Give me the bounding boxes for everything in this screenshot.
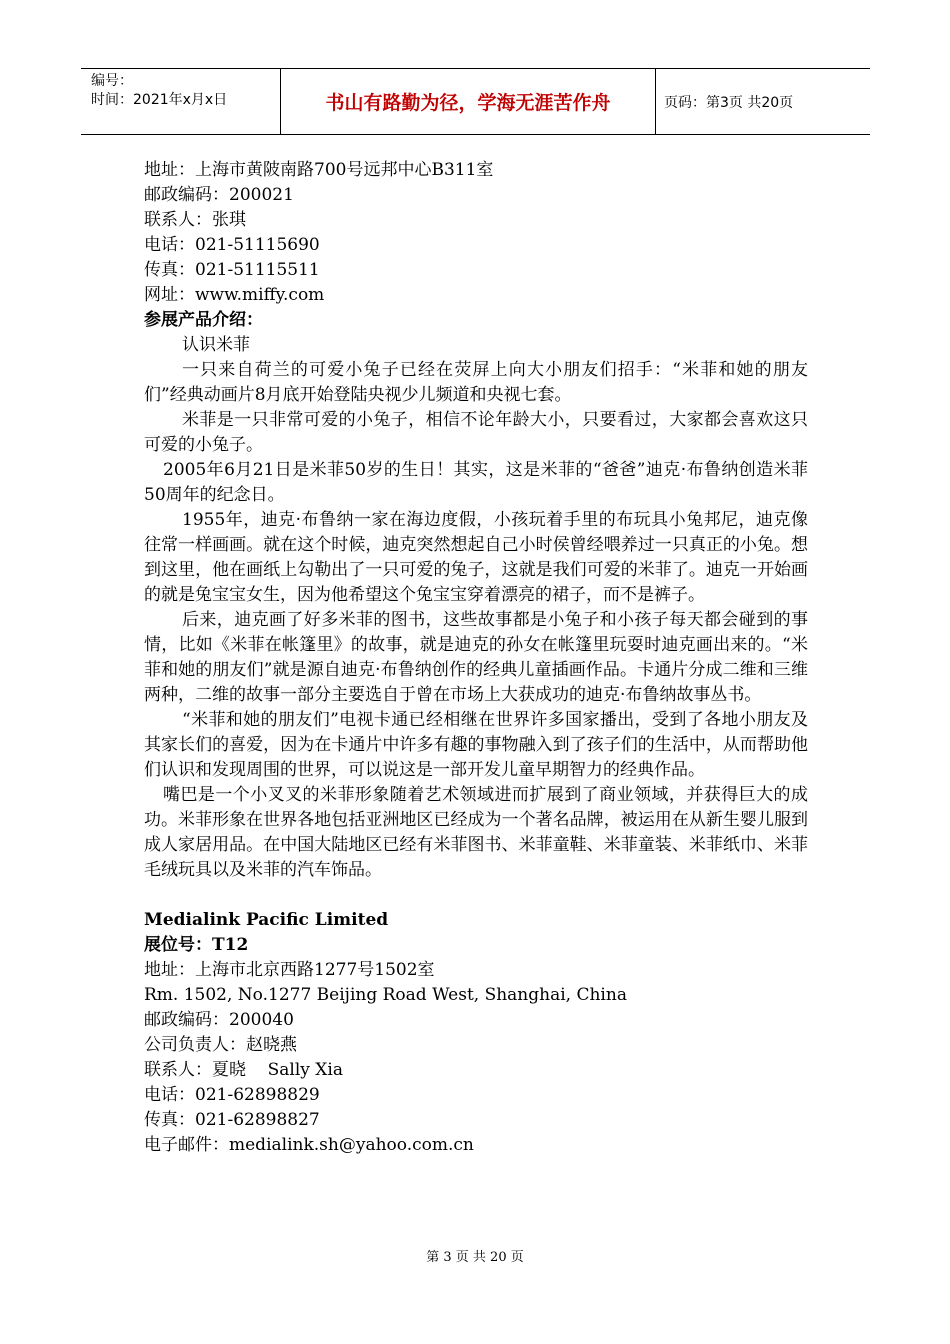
exhibitor1-website: 网址：www.miffy.com: [144, 285, 325, 305]
products-heading: 参展产品介绍：: [144, 310, 263, 330]
exhibitor2-contact: 联系人：夏晓 Sally Xia: [144, 1060, 343, 1080]
header-motto: 书山有路勤为径，学海无涯苦作舟: [281, 69, 656, 134]
exhibitor2-address-en: Rm. 1502, No.1277 Beijing Road West, Shanghai, China: [144, 985, 627, 1005]
header-time-label: 时间：2021年x月x日: [91, 92, 228, 108]
section-spacer: [144, 883, 808, 908]
exhibitor2-postcode: 邮政编码：200040: [144, 1010, 294, 1030]
page-header: [81, 68, 870, 135]
header-page-info: 页码：第3页 共20页: [664, 94, 794, 111]
exhibitor2-phone: 电话：021-62898829: [144, 1085, 320, 1105]
intro-paragraph: “米菲和她的朋友们”电视卡通已经相继在世界许多国家播出，受到了各地小朋友及其家长们的喜爱，因为在卡通片中许多有趣的事物融入到了孩子们的生活中，从而帮助他们认识和发现周围的世界，可以说这是一部开发儿童早期智力的经典作品。: [144, 710, 808, 780]
exhibitor1-fax: 传真：021-51115511: [144, 260, 320, 280]
intro-paragraph: 2005年6月21日是米菲50岁的生日！其实，这是米菲的“爸爸”迪克·布鲁纳创造米菲50周年的纪念日。: [144, 460, 808, 505]
exhibitor2-address-cn: 地址：上海市北京西路1277号1502室: [144, 960, 435, 980]
exhibitor1-address: 地址：上海市黄陂南路700号远邦中心B311室: [144, 160, 494, 180]
exhibitor2-company: Medialink Pacific Limited: [144, 910, 389, 930]
page-footer: 第 3 页 共 20 页: [426, 1250, 524, 1265]
header-number-label: 编号：: [91, 73, 133, 89]
products-subtitle: 认识米菲: [182, 335, 250, 355]
exhibitor2-manager: 公司负责人：赵晓燕: [144, 1035, 297, 1055]
exhibitor1-phone: 电话：021-51115690: [144, 235, 320, 255]
exhibitor1-contact: 联系人：张琪: [144, 210, 246, 230]
exhibitor2-email: 电子邮件：medialink.sh@yahoo.com.cn: [144, 1135, 474, 1155]
exhibitor2-fax: 传真：021-62898827: [144, 1110, 320, 1130]
intro-paragraph: 米菲是一只非常可爱的小兔子，相信不论年龄大小，只要看过，大家都会喜欢这只可爱的小兔子。: [144, 410, 808, 455]
intro-paragraph: 后来，迪克画了好多米菲的图书，这些故事都是小兔子和小孩子每天都会碰到的事情，比如《米菲在帐篷里》的故事，就是迪克的孙女在帐篷里玩耍时迪克画出来的。“米菲和她的朋友们”就是源自迪克·布鲁纳创作的经典儿童插画作品。卡通片分成二维和三维两种，二维的故事一部分主要选自于曾在市场上大获成功的迪克·布鲁纳故事丛书。: [144, 610, 808, 705]
intro-paragraph: 一只来自荷兰的可爱小兔子已经在荧屏上向大小朋友们招手：“米菲和她的朋友们”经典动画片8月底开始登陆央视少儿频道和央视七套。: [144, 360, 808, 405]
intro-paragraph: 1955年，迪克·布鲁纳一家在海边度假，小孩玩着手里的布玩具小兔邦尼，迪克像往常一样画画。就在这个时候，迪克突然想起自己小时侯曾经喂养过一只真正的小兔。想到这里，他在画纸上勾勒出了一只可爱的兔子，这就是我们可爱的米菲了。迪克一开始画的就是兔宝宝女生，因为他希望这个兔宝宝穿着漂亮的裙子，而不是裤子。: [144, 510, 808, 605]
intro-paragraph: 嘴巴是一个小叉叉的米菲形象随着艺术领域进而扩展到了商业领域，并获得巨大的成功。米菲形象在世界各地包括亚洲地区已经成为一个著名品牌，被运用在从新生婴儿服到成人家居用品。在中国大陆地区已经有米菲图书、米菲童鞋、米菲童装、米菲纸巾、米菲毛绒玩具以及米菲的汽车饰品。: [144, 785, 808, 880]
exhibitor2-booth: 展位号：T12: [144, 935, 249, 955]
document-body: [144, 158, 808, 1158]
header-meta: [81, 69, 281, 134]
exhibitor1-postcode: 邮政编码：200021: [144, 185, 294, 205]
